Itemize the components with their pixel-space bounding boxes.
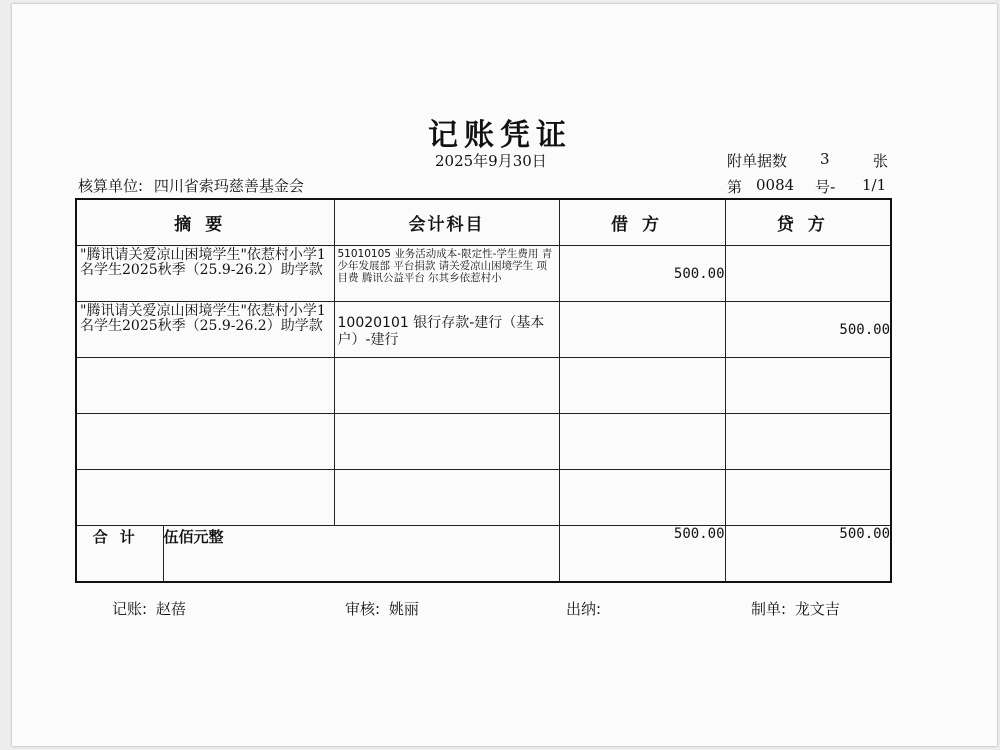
debit-cell <box>559 302 725 358</box>
empty-row <box>76 414 891 470</box>
credit-cell <box>725 246 891 302</box>
debit-cell: 500.00 <box>559 246 725 302</box>
table-row <box>76 246 891 302</box>
voucher-number-suffix: 号- <box>815 178 836 196</box>
signature-bookkeeper: 记账: 赵蓓 <box>112 600 186 618</box>
page-title: 记账凭证 <box>428 118 572 153</box>
account-cell: 10020101 银行存款-建行（基本户）-建行 <box>334 302 559 358</box>
unit-label: 核算单位: <box>78 177 144 195</box>
signature-auditor: 审核: 姚丽 <box>345 600 419 618</box>
unit-name: 四川省索玛慈善基金会 <box>153 177 304 195</box>
credit-cell: 500.00 <box>725 302 891 358</box>
attachment-count: 3 <box>820 150 830 168</box>
voucher-date: 2025年9月30日 <box>435 152 547 170</box>
empty-row <box>76 358 891 414</box>
header-credit: 贷方 <box>725 199 891 246</box>
empty-row <box>76 470 891 526</box>
signature-cashier: 出纳: <box>566 600 602 618</box>
total-amount-words: 伍佰元整 <box>163 526 559 583</box>
voucher-number-prefix: 第 <box>727 178 743 196</box>
attachment-label: 附单据数 <box>727 152 788 170</box>
header-account: 会计科目 <box>334 199 559 246</box>
total-debit: 500.00 <box>559 526 725 583</box>
total-row <box>76 526 891 583</box>
summary-cell: "腾讯请关爱凉山困境学生"依惹村小学1名学生2025秋季（25.9-26.2）助学款 <box>76 302 334 358</box>
account-cell: 51010105 业务活动成本-限定性-学生费用 青少年发展部 平台捐款 请关爱凉山困境学生 项目费 腾讯公益平台 尔其乡依惹村小 <box>334 246 559 302</box>
page-indicator: 1/1 <box>862 176 887 194</box>
voucher-number: 0084 <box>756 176 795 194</box>
total-credit: 500.00 <box>725 526 891 583</box>
summary-cell: "腾讯请关爱凉山困境学生"依惹村小学1名学生2025秋季（25.9-26.2）助学款 <box>76 246 334 302</box>
voucher-table <box>75 198 892 583</box>
total-label: 合计 <box>76 526 163 583</box>
header-summary: 摘要 <box>76 199 334 246</box>
signature-preparer: 制单: 龙文吉 <box>751 600 840 618</box>
header-debit: 借方 <box>559 199 725 246</box>
attachment-unit: 张 <box>873 152 889 170</box>
header-row <box>76 199 891 246</box>
table-row <box>76 302 891 358</box>
accounting-unit <box>78 175 304 196</box>
